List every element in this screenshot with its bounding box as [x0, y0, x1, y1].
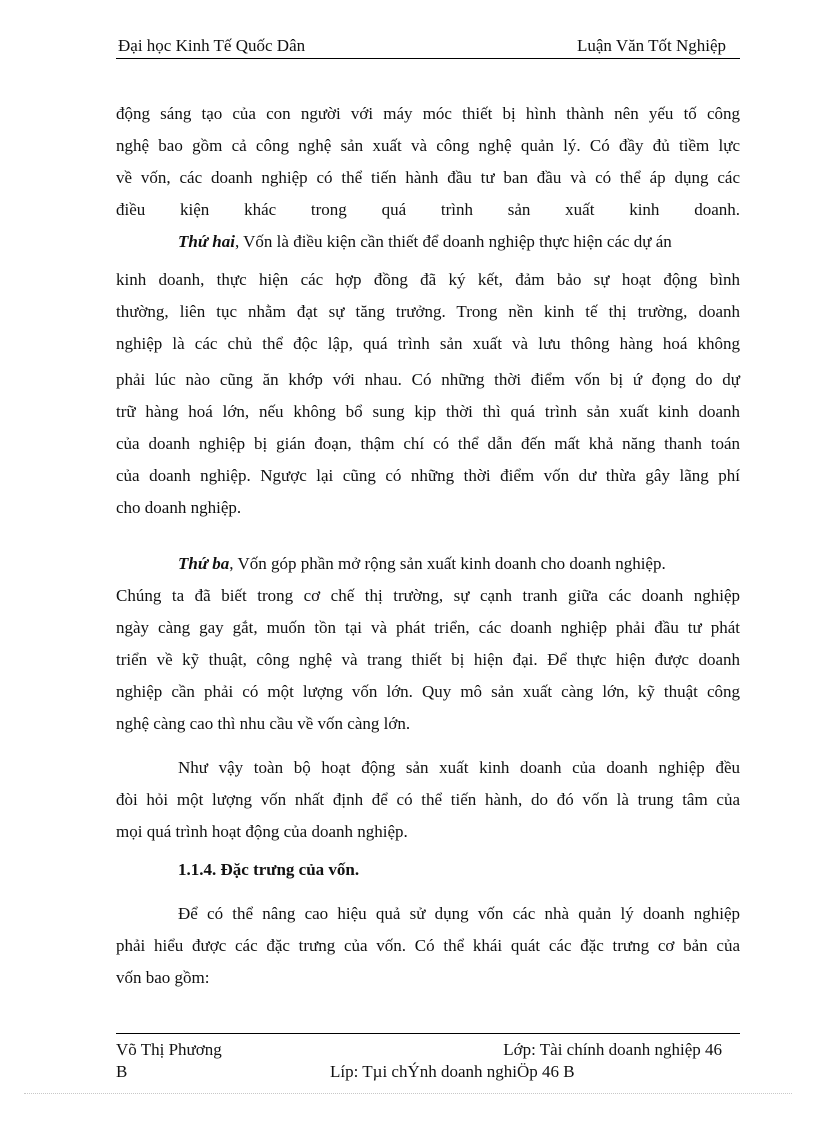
- text-run: , Vốn là điều kiện cần thiết để doanh nghiệp thực hiện các dự án: [234, 232, 672, 251]
- footer-author: Võ Thị Phương: [116, 1040, 222, 1059]
- text-line: nghiệp là các chủ thể độc lập, quá trình sản xuất và lưu thông hàng hoá không: [116, 334, 740, 353]
- text-line: mọi quá trình hoạt động của doanh nghiệp.: [116, 822, 408, 841]
- text-line: vốn bao gồm:: [116, 968, 210, 987]
- paragraph-1: [116, 98, 740, 226]
- text-line: triển về kỹ thuật, công nghệ và trang thiết bị hiện đại. Để thực hiện được doanh: [116, 650, 740, 669]
- footer-author-suffix: B: [116, 1062, 128, 1081]
- footer-row-2: [116, 1056, 740, 1081]
- section-heading: 1.1.4. Đặc trưng của vốn.: [178, 860, 360, 879]
- lead-term: Thứ hai: [178, 232, 235, 251]
- footer-class: Lớp: Tài chính doanh nghiệp 46: [503, 1040, 722, 1059]
- text-line: điều kiện khác trong quá trình sản xuất kinh doanh.: [116, 200, 740, 219]
- text-line: thường, liên tục nhằm đạt sự tăng trưởng. Trong nền kinh tế thị trường, doanh: [116, 302, 740, 321]
- text-line: phải hiểu được các đặc trưng của vốn. Có thể khái quát các đặc trưng cơ bản của: [116, 936, 740, 955]
- text-line: của doanh nghiệp. Ngược lại cũng có những thời điểm vốn dư thừa gây lãng phí: [116, 466, 740, 485]
- page-header: [116, 34, 740, 59]
- paragraph-5: [116, 898, 740, 994]
- paragraph-4: [116, 752, 740, 848]
- header-university: Đại học Kinh Tế Quốc Dân: [118, 36, 306, 55]
- text-line: nghệ bao gồm cả công nghệ sản xuất và công nghệ quản lý. Có đầy đủ tiềm lực: [116, 136, 740, 155]
- page-bottom-divider: [24, 1093, 792, 1094]
- text-line: phải lúc nào cũng ăn khớp với nhau. Có những thời điểm vốn bị ứ đọng do dự: [116, 370, 740, 389]
- page-footer: [116, 1033, 740, 1081]
- text-run: , Vốn góp phần mở rộng sản xuất kinh doanh cho doanh nghiệp.: [229, 554, 666, 573]
- text-line: cho doanh nghiệp.: [116, 498, 242, 517]
- text-line: về vốn, các doanh nghiệp có thể tiến hành đầu tư ban đầu và có thể áp dụng các: [116, 168, 740, 187]
- lead-term: Thứ ba: [178, 554, 230, 573]
- text-line: trữ hàng hoá lớn, nếu không bổ sung kịp thời thì quá trình sản xuất kinh doanh: [116, 402, 740, 421]
- header-thesis-title: Luận Văn Tốt Nghiệp: [576, 36, 726, 55]
- footer-class-garbled: Líp: Tµi chÝnh doanh nghiÖp 46 B: [330, 1062, 575, 1081]
- text-line: nghệ càng cao thì nhu cầu về vốn càng lớn.: [116, 714, 411, 733]
- text-line: Như vậy toàn bộ hoạt động sản xuất kinh doanh của doanh nghiệp đều: [178, 758, 740, 777]
- text-line: động sáng tạo của con người với máy móc thiết bị hình thành nên yếu tố công: [116, 104, 740, 123]
- footer-row-1: [116, 1034, 740, 1059]
- text-line: [116, 226, 740, 258]
- text-line: đòi hỏi một lượng vốn nhất định để có thể tiến hành, do đó vốn là trung tâm của: [116, 790, 740, 809]
- text-line: ngày càng gay gắt, muốn tồn tại và phát triển, các doanh nghiệp phải đầu tư phát: [116, 618, 740, 637]
- text-line: [116, 548, 740, 580]
- text-line: kinh doanh, thực hiện các hợp đồng đã ký kết, đảm bảo sự hoạt động bình: [116, 270, 740, 289]
- paragraph-2: [116, 226, 740, 524]
- text-line: nghiệp cần phải có một lượng vốn lớn. Quy mô sản xuất càng lớn, kỹ thuật công: [116, 682, 740, 701]
- text-line: Chúng ta đã biết trong cơ chế thị trường, sự cạnh tranh giữa các doanh nghiệp: [116, 586, 740, 605]
- text-line: Để có thể nâng cao hiệu quả sử dụng vốn các nhà quản lý doanh nghiệp: [178, 904, 740, 923]
- paragraph-3: [116, 548, 740, 740]
- text-line: của doanh nghiệp bị gián đoạn, thậm chí có thể dẫn đến mất khả năng thanh toán: [116, 434, 740, 453]
